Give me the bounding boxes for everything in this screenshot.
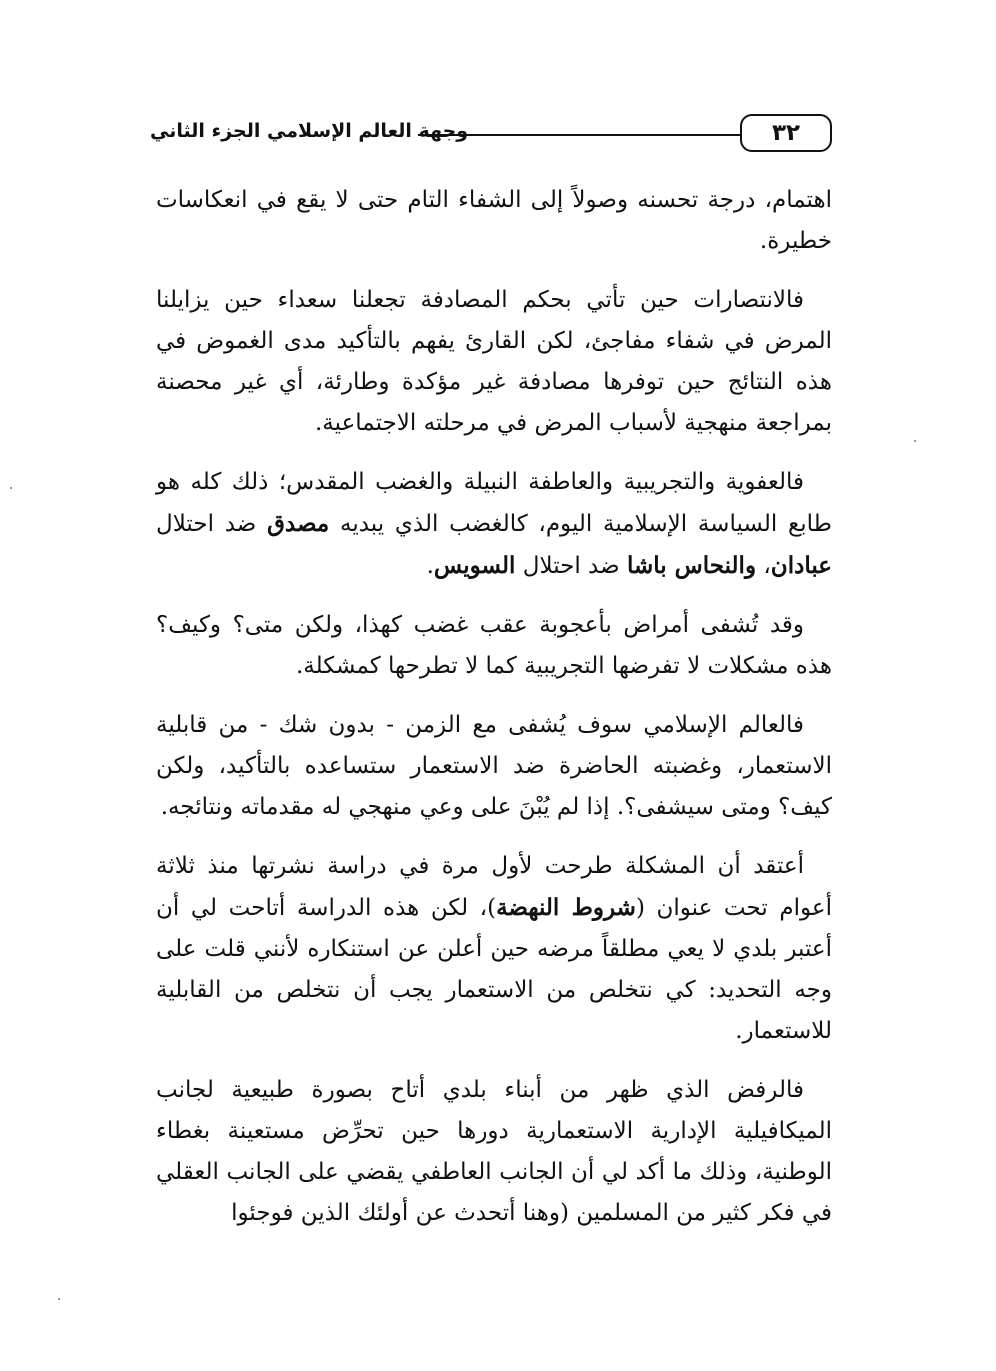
paragraph-4: وقد تُشفى أمراض بأعجوبة عقب غضب كهذا، ولكن متى؟ وكيف؟ هذه مشكلات لا تفرضها التجريبية كما لا تطرحها كمشكلة.: [156, 612, 832, 679]
scan-speck: [914, 440, 916, 442]
paragraph-3-text-middle: ضد احتلال: [156, 511, 268, 537]
paragraph-3-text-end: .: [426, 553, 434, 579]
paragraph-7: فالرفض الذي ظهر من أبناء بلدي أتاح بصورة طبيعية لجانب الميكافيلية الإدارية الاستعمارية دورها حين تحرِّض مستعينة بغطاء الوطنية، وذلك ما أكد لي أن الجانب العاطفي يقضي على الجانب العقلي في فكر كثير من المسلمين (وهنا أتحدث عن أولئك الذين فوجئوا: [156, 1077, 832, 1226]
paragraph-1: اهتمام، درجة تحسنه وصولاً إلى الشفاء التام حتى لا يقع في انعكاسات خطيرة.: [156, 187, 832, 254]
paragraph-3-text-after: ضد احتلال: [515, 553, 627, 579]
name-nahhas-pasha: والنحاس باشا: [626, 552, 757, 579]
paragraph-2: فالانتصارات حين تأتي بحكم المصادفة تجعلنا سعداء حين يزايلنا المرض في شفاء مفاجئ، لكن القارئ يفهم بالتأكيد مدى الغموض في هذه النتائج حين توفرها مصادفة غير مؤكدة وطارئة، أي غير محصنة بمراجعة منهجية لأسباب المرض في مرحلته الاجتماعية.: [156, 287, 832, 436]
paragraph-6-text-start: أعتقد أن المشكلة طرحت لأول مرة في دراسة نشرتها منذ ثلاثة أعوام تحت عنوان (: [156, 853, 832, 921]
place-suez: السويس: [433, 552, 516, 579]
paragraph-3-text-start: فالعفوية والتجريبية والعاطفة النبيلة والغضب المقدس؛ ذلك كله هو طابع السياسة الإسلامية اليوم، كالغضب الذي يبديه: [156, 469, 832, 537]
paragraph-3: [156, 462, 832, 587]
page-header: [150, 114, 832, 152]
running-title: وجهة العالم الإسلامي الجزء الثاني: [150, 120, 469, 142]
scan-speck: [10, 487, 12, 489]
page-number: ٣٢: [740, 114, 832, 152]
place-abadan: عبادان: [770, 552, 832, 579]
name-mossadegh: مصدق: [267, 510, 330, 537]
body-text: [156, 180, 832, 1252]
paragraph-6: [156, 846, 832, 1052]
paragraph-5: فالعالم الإسلامي سوف يُشفى مع الزمن - بدون شك - من قابلية الاستعمار، وغضبته الحاضرة ضد الاستعمار ستساعده بالتأكيد، ولكن كيف؟ ومتى سيشفى؟. إذا لم يُبْنَ على وعي منهجي له مقدماته ونتائجه.: [156, 712, 832, 820]
book-title-conditions-of-renaissance: شروط النهضة: [496, 894, 636, 921]
paragraph-6-text-after: )، لكن هذه الدراسة أتاحت لي أن أعتبر بلدي لا يعي مطلقاً مرضه حين أعلن عن استنكاره لأنني قلت على وجه التحديد: كي نتخلص من الاستعمار يجب أن نتخلص من القابلية للاستعمار.: [156, 895, 832, 1044]
scan-speck: [58, 1298, 60, 1300]
paragraph-3-comma: ،: [756, 553, 771, 579]
